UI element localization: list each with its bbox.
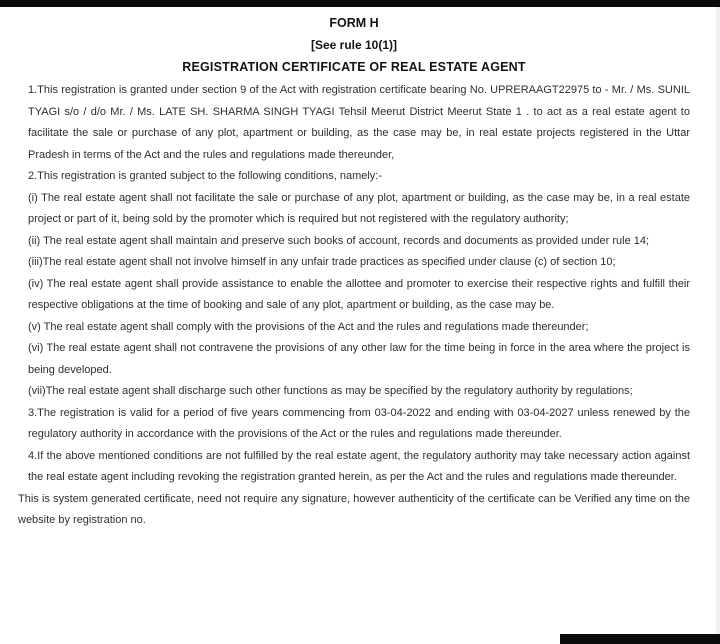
bottom-black-bar	[560, 634, 720, 644]
certificate-body	[18, 80, 690, 489]
condition-vii: (vii)The real estate agent shall discharge such other functions as may be specified by the regulatory authority by regulations;	[28, 385, 633, 397]
paragraph-1: 1.This registration is granted under section 9 of the Act with registration certificate bearing No. UPRERAAGT22975 to - Mr. / Ms. SUNIL TYAGI s/o / d/o Mr. / Ms. LATE SH. SHARMA SINGH TYAGI Tehsil Meerut District Meerut State 1 . to act as a real estate agent to facilitate the sale or purchase of any plot, apartment or building, as the case may be, in real estate projects registered in the Uttar Pradesh in terms of the Act and the rules and regulations made thereunder,	[28, 84, 690, 161]
certificate-document	[0, 7, 716, 532]
form-title: FORM H	[329, 16, 379, 30]
condition-i: (i) The real estate agent shall not facilitate the sale or purchase of any plot, apartment or building, as the case may be, in a real estate project or part of it, being sold by the promoter which is required but not registered with the regulatory authority;	[28, 191, 690, 225]
certificate-title: REGISTRATION CERTIFICATE OF REAL ESTATE AGENT	[182, 60, 526, 74]
condition-iii: (iii)The real estate agent shall not involve himself in any unfair trade practices as specified under clause (c) of section 10;	[28, 256, 616, 268]
rule-subtitle: [See rule 10(1)]	[310, 38, 398, 52]
right-edge-strip	[716, 7, 720, 634]
condition-iv: (iv) The real estate agent shall provide assistance to enable the allottee and promoter to exercise their respective rights and fulfill their respective obligations at the time of booking and sale of any plot, apartment or building, as the case may be.	[28, 277, 690, 311]
footer-note: This is system generated certificate, need not require any signature, however authenticity of the certificate can be Verified any time on the website by registration no.	[18, 492, 690, 526]
paragraph-4: 4.If the above mentioned conditions are not fulfilled by the real estate agent, the regulatory authority may take necessary action against the real estate agent including revoking the registration granted herein, as per the Act and the rules and regulations made thereunder.	[28, 449, 690, 483]
paragraph-3: 3.The registration is valid for a period of five years commencing from 03-04-2022 and ending with 03-04-2027 unless renewed by the regulatory authority in accordance with the provisions of the Act or the rules and regulations made thereunder.	[28, 406, 690, 440]
condition-v: (v) The real estate agent shall comply with the provisions of the Act and the rules and regulations made thereunder;	[28, 320, 589, 333]
condition-vi: (vi) The real estate agent shall not contravene the provisions of any other law for the time being in force in the area where the project is being developed.	[28, 342, 690, 376]
condition-ii: (ii) The real estate agent shall maintain and preserve such books of account, records and documents as provided under rule 14;	[28, 234, 650, 247]
document-headings	[18, 12, 690, 78]
paragraph-2: 2.This registration is granted subject to the following conditions, namely:-	[28, 170, 383, 182]
top-black-bar	[0, 0, 720, 7]
